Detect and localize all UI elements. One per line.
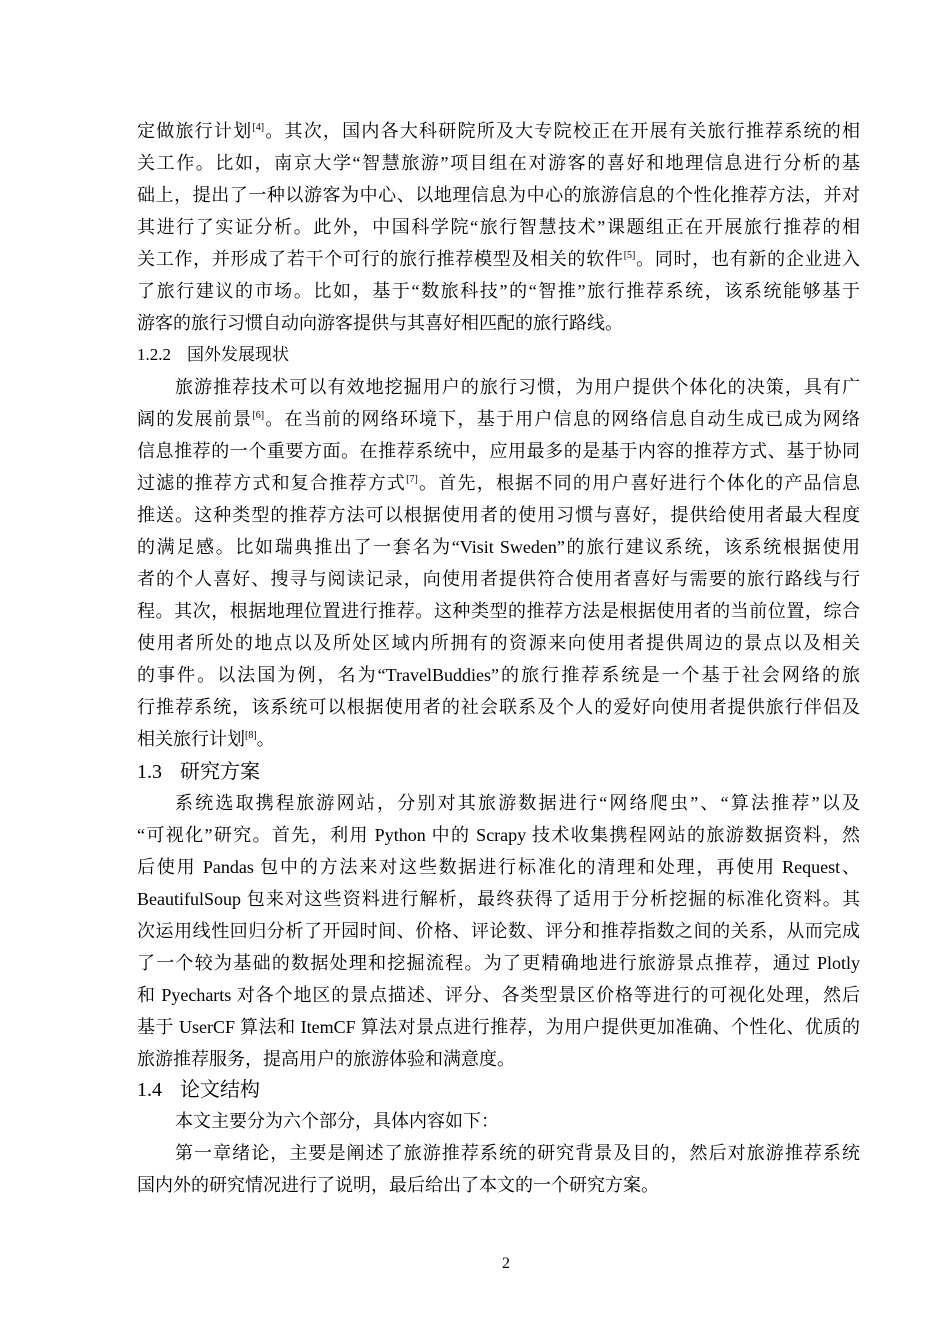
body-text-line: “可视化”研究。首先，利用 Python 中的 Scrapy 技术收集携程网站的旅游数据资料，然 bbox=[137, 825, 860, 845]
citation-ref: [5] bbox=[623, 250, 636, 261]
body-text-line: 了一个较为基础的数据处理和挖掘流程。为了更精确地进行旅游景点推荐，通过 Plotly bbox=[137, 953, 860, 973]
section-number: 1.3 bbox=[137, 761, 162, 783]
section-title: 国外发展现状 bbox=[187, 345, 289, 365]
body-text-line: 基于 UserCF 算法和 ItemCF 算法对景点进行推荐，为用户提供更加准确、个性化、优质的 bbox=[137, 1017, 860, 1037]
citation-ref: [7] bbox=[406, 474, 418, 485]
body-text-line: 阔的发展前景[6]。在当前的网络环境下，基于用户信息的网络信息自动生成已成为网络 bbox=[137, 409, 861, 429]
body-text-line: 了旅行建议的市场。比如，基于“数旅科技”的“智推”旅行推荐系统，该系统能够基于 bbox=[137, 281, 860, 301]
body-text-line: 本文主要分为六个部分，具体内容如下： bbox=[175, 1111, 499, 1131]
page-number: 2 bbox=[502, 1255, 510, 1272]
body-text-line: 定做旅行计划[4]。其次，国内各大科研院所及大专院校正在开展有关旅行推荐系统的相 bbox=[137, 121, 861, 141]
body-text-line: 信息推荐的一个重要方面。在推荐系统中，应用最多的是基于内容的推荐方式、基于协同 bbox=[137, 441, 860, 461]
body-text-line: 关工作，并形成了若干个可行的旅行推荐模型及相关的软件[5]。同时，也有新的企业进入 bbox=[137, 249, 861, 269]
section-title: 论文结构 bbox=[180, 1077, 260, 1101]
body-text-line: 的事件。以法国为例，名为“TravelBuddies”的旅行推荐系统是一个基于社会网络的旅 bbox=[137, 665, 860, 685]
section-number: 1.2.2 bbox=[137, 345, 171, 364]
body-text-line: 础上，提出了一种以游客为中心、以地理信息为中心的旅游信息的个性化推荐方法，并对 bbox=[137, 185, 860, 205]
body-text-line: BeautifulSoup 包来对这些资料进行解析，最终获得了适用于分析挖掘的标准化资料。其 bbox=[137, 889, 860, 909]
body-text-line: 旅游推荐服务，提高用户的旅游体验和满意度。 bbox=[137, 1049, 515, 1069]
body-text-line: 使用者所处的地点以及所处区域内所拥有的资源来向使用者提供周边的景点以及相关 bbox=[137, 633, 860, 653]
body-text-line: 相关旅行计划[8]。 bbox=[137, 729, 275, 749]
body-text-line: 和 Pyecharts 对各个地区的景点描述、评分、各类型景区价格等进行的可视化处理，然后 bbox=[137, 985, 860, 1005]
body-text-line: 行推荐系统，该系统可以根据使用者的社会联系及个人的爱好向使用者提供旅行伴侣及 bbox=[137, 697, 860, 717]
body-text-line: 过滤的推荐方式和复合推荐方式[7]。首先，根据不同的用户喜好进行个体化的产品信息 bbox=[137, 473, 861, 493]
citation-ref: [4] bbox=[252, 122, 265, 133]
body-text-line: 次运用线性回归分析了开园时间、价格、评论数、评分和推荐指数之间的关系，从而完成 bbox=[137, 921, 860, 941]
body-text-line: 第一章绪论，主要是阐述了旅游推荐系统的研究背景及目的，然后对旅游推荐系统 bbox=[175, 1143, 860, 1163]
body-text-line: 关工作。比如，南京大学“智慧旅游”项目组在对游客的喜好和地理信息进行分析的基 bbox=[137, 153, 860, 173]
body-text-line: 程。其次，根据地理位置进行推荐。这种类型的推荐方法是根据使用者的当前位置，综合 bbox=[137, 601, 860, 621]
section-heading-1-2-2 bbox=[137, 340, 289, 370]
body-text-line: 游客的旅行习惯自动向游客提供与其喜好相匹配的旅行路线。 bbox=[137, 313, 623, 333]
body-text-line: 推送。这种类型的推荐方法可以根据使用者的使用习惯与喜好，提供给使用者最大程度 bbox=[137, 505, 860, 525]
body-text-line: 国内外的研究情况进行了说明，最后给出了本文的一个研究方案。 bbox=[137, 1175, 659, 1195]
body-text-line: 后使用 Pandas 包中的方法来对这些数据进行标准化的清理和处理，再使用 Request、 bbox=[137, 857, 860, 877]
section-heading-1-3 bbox=[137, 755, 260, 788]
section-number: 1.4 bbox=[137, 1079, 162, 1101]
body-text-line: 系统选取携程旅游网站，分别对其旅游数据进行“网络爬虫”、“算法推荐”以及 bbox=[175, 793, 860, 813]
citation-ref: [8] bbox=[245, 730, 257, 741]
section-title: 研究方案 bbox=[180, 759, 260, 783]
body-text-line: 其进行了实证分析。此外，中国科学院“旅行智慧技术”课题组正在开展旅行推荐的相 bbox=[137, 217, 860, 237]
citation-ref: [6] bbox=[252, 410, 265, 421]
body-text-line: 旅游推荐技术可以有效地挖掘用户的旅行习惯，为用户提供个体化的决策，具有广 bbox=[175, 377, 860, 397]
body-text-line: 的满足感。比如瑞典推出了一套名为“Visit Sweden”的旅行建议系统，该系统根据使用 bbox=[137, 537, 860, 557]
section-heading-1-4 bbox=[137, 1073, 260, 1106]
body-text-line: 者的个人喜好、搜寻与阅读记录，向使用者提供符合使用者喜好与需要的旅行路线与行 bbox=[137, 569, 860, 589]
